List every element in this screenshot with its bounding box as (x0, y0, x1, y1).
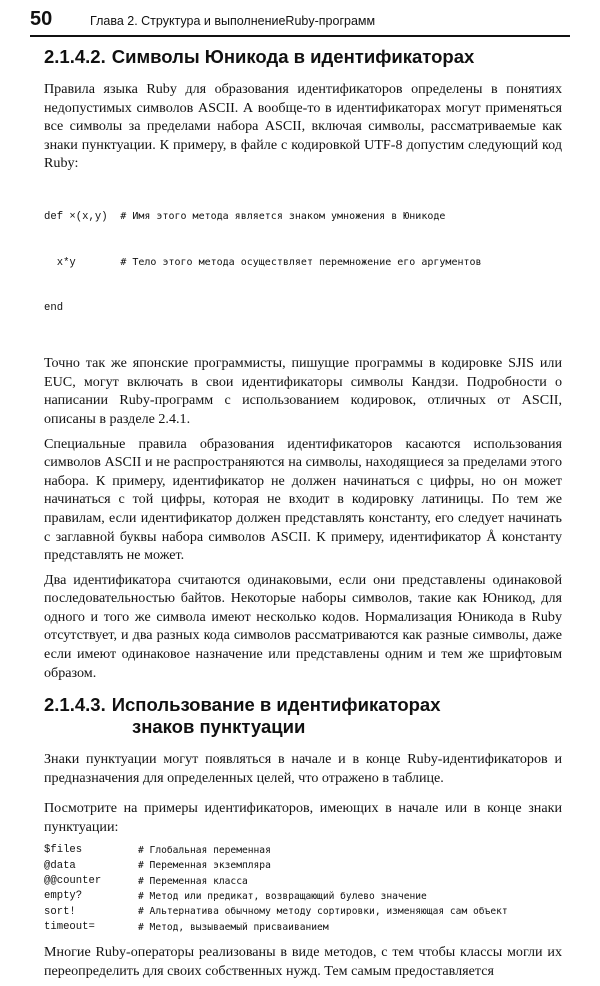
code-text: end (44, 301, 64, 314)
example-row (44, 858, 562, 873)
code-line (44, 301, 562, 316)
chapter-title: Глава 2. Структура и выполнениеRuby-программ (90, 14, 376, 28)
identifier: timeout= (44, 921, 95, 934)
section-title: Символы Юникода в идентификаторах (111, 46, 475, 67)
identifier: @@counter (44, 875, 102, 888)
page-number: 50 (30, 8, 53, 30)
paragraph: Знаки пунктуации могут появляться в начале и в конце Ruby-идентификаторов и предназначения для определенных целей, что отражено в таблице. (44, 751, 562, 786)
identifier: empty? (44, 890, 83, 903)
section-number: 2.1.4.2. (44, 46, 106, 67)
identifier-comment: # Альтернатива обычному методу сортировки, изменяющая сам объект (138, 906, 508, 918)
identifier: sort! (44, 905, 76, 918)
example-row (44, 843, 562, 858)
identifier: $files (44, 844, 83, 857)
paragraph: Два идентификатора считаются одинаковыми, если они представлены одинаковой последовательностью байтов. Некоторые наборы символов, такие как Юникод, для одного и того же символа имеют несколько кодов. Нормализация Юникода в Ruby отсутствует, и два разных кода символов рассматриваются как разные символы, даже если имеют одинаковое назначение или представлены одним и тем же шрифтовым образом. (44, 571, 562, 681)
code-block (44, 179, 562, 346)
identifier-comment: # Метод или предикат, возвращающий булево значение (138, 890, 427, 902)
section-heading-2-1-4-2 (44, 46, 562, 68)
code-comment: # Тело этого метода осуществляет перемножение его аргументов (120, 256, 482, 268)
paragraph: Правила языка Ruby для образования идентификаторов определены в понятиях недопустимых символов ASCII. А вообще-то в идентификаторах могут применяться все символы за пределами набора ASCII, включая символы, рассматриваемые как знаки пунктуации. К примеру, в файле с кодировкой UTF-8 допустим следующий код Ruby: (44, 81, 562, 172)
section-number: 2.1.4.3. (44, 694, 106, 716)
example-row (44, 920, 562, 935)
page-content (44, 42, 562, 986)
identifier-examples (44, 843, 562, 935)
section-title-line1: Использование в идентификаторах (111, 694, 441, 716)
section-heading-2-1-4-3 (44, 694, 562, 738)
identifier-comment: # Глобальная переменная (138, 844, 271, 856)
paragraph: Точно так же японские программисты, пишущие программы в кодировке SJIS или EUC, могут включать в свои идентификаторы символы Кандзи. Подробности о написании Ruby-программ с использованием кодировок, отличных от ASCII, описаны в разделе 2.4.1. (44, 355, 562, 427)
code-line (44, 209, 562, 224)
paragraph: Посмотрите на примеры идентификаторов, имеющих в начале или в конце знаки пунктуации: (44, 800, 562, 836)
example-row (44, 904, 562, 919)
identifier: @data (44, 859, 76, 872)
example-row (44, 873, 562, 888)
running-head (30, 8, 570, 37)
identifier-comment: # Переменная экземпляра (138, 860, 271, 872)
paragraph: Специальные правила образования идентификаторов касаются использования символов ASCII и не распространяются на символы, находящиеся за пределами этого набора. К примеру, идентификатор не должен начинаться с цифры, но он может начинаться с той цифры, которая не входит в кодировку латиницы. По тем же правилам, если идентификатор должен представлять константу, его следует начинать с заглавной буквы набора символов ASCII. К примеру, идентификатор Å константу представлять не может. (44, 435, 562, 564)
identifier-comment: # Переменная класса (138, 875, 248, 887)
section-title-line2: знаков пунктуации (132, 716, 306, 738)
code-text: def ×(x,y) (44, 211, 108, 224)
code-line (44, 255, 562, 270)
identifier-comment: # Метод, вызываемый присваиванием (138, 921, 329, 933)
example-row (44, 889, 562, 904)
code-comment: # Имя этого метода является знаком умножения в Юникоде (120, 211, 446, 223)
code-text: x*y (44, 256, 76, 269)
paragraph: Многие Ruby-операторы реализованы в виде методов, с тем чтобы классы могли их переопределить для своих собственных нужд. Тем самым предоставляется (44, 943, 562, 979)
